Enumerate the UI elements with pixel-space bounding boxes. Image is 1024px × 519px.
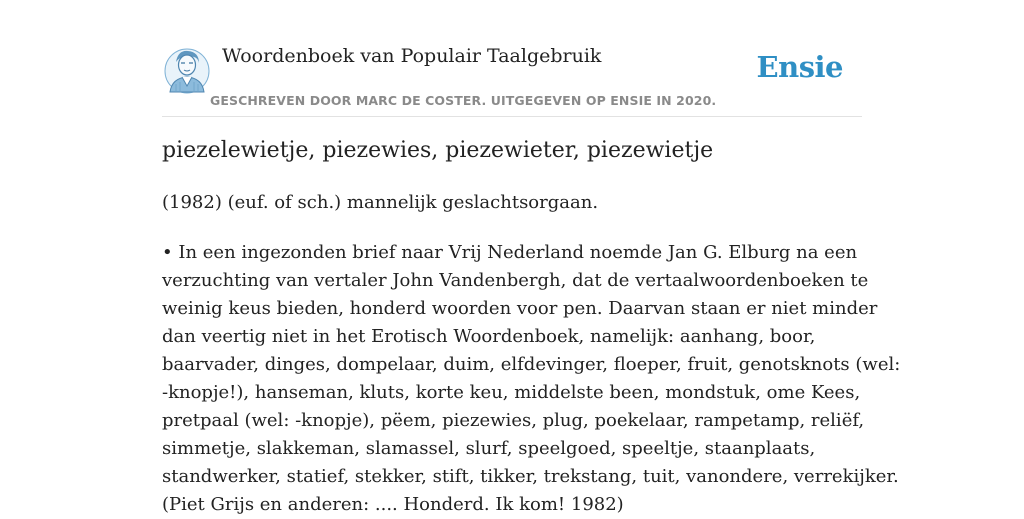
author-portrait-icon xyxy=(164,46,210,96)
example-line: (Piet Grijs en anderen: .... Honderd. Ik kom! 1982) xyxy=(162,494,624,515)
example-line: -knopje!), hanseman, kluts, korte keu, middelste been, mondstuk, ome Kees, xyxy=(162,382,861,403)
example-line: • In een ingezonden brief naar Vrij Nederland noemde Jan G. Elburg na een xyxy=(162,242,858,263)
page xyxy=(162,0,901,515)
example-line: weinig keus bieden, honderd woorden voor pen. Daarvan staan er niet minder xyxy=(162,298,878,319)
entry-title: piezelewietje, piezewies, piezewieter, piezewietje xyxy=(162,138,714,163)
author-byline: GESCHREVEN DOOR MARC DE COSTER. UITGEGEVEN OP ENSIE IN 2020. xyxy=(210,93,717,108)
example-line: dan veertig niet in het Erotisch Woordenboek, namelijk: aanhang, boor, xyxy=(162,326,816,347)
ensie-logo-link[interactable]: Ensie xyxy=(756,50,843,84)
example-line: baarvader, dinges, dompelaar, duim, elfdevinger, floeper, fruit, genotsknots (wel: xyxy=(162,354,901,375)
book-title[interactable]: Woordenboek van Populair Taalgebruik xyxy=(222,45,602,67)
book-header xyxy=(162,0,862,117)
entry-definition: (1982) (euf. of sch.) mannelijk geslachtsorgaan. xyxy=(162,192,599,213)
example-line: simmetje, slakkeman, slamassel, slurf, speelgoed, speeltje, staanplaats, xyxy=(162,438,816,459)
example-line: verzuchting van vertaler John Vandenbergh, dat de vertaalwoordenboeken te xyxy=(162,270,869,291)
example-line: pretpaal (wel: -knopje), pëem, piezewies, plug, poekelaar, rampetamp, reliëf, xyxy=(162,410,865,431)
example-line: standwerker, statief, stekker, stift, tikker, trekstang, tuit, vanondere, verrekijker. xyxy=(162,466,899,487)
entry-example xyxy=(162,239,901,519)
